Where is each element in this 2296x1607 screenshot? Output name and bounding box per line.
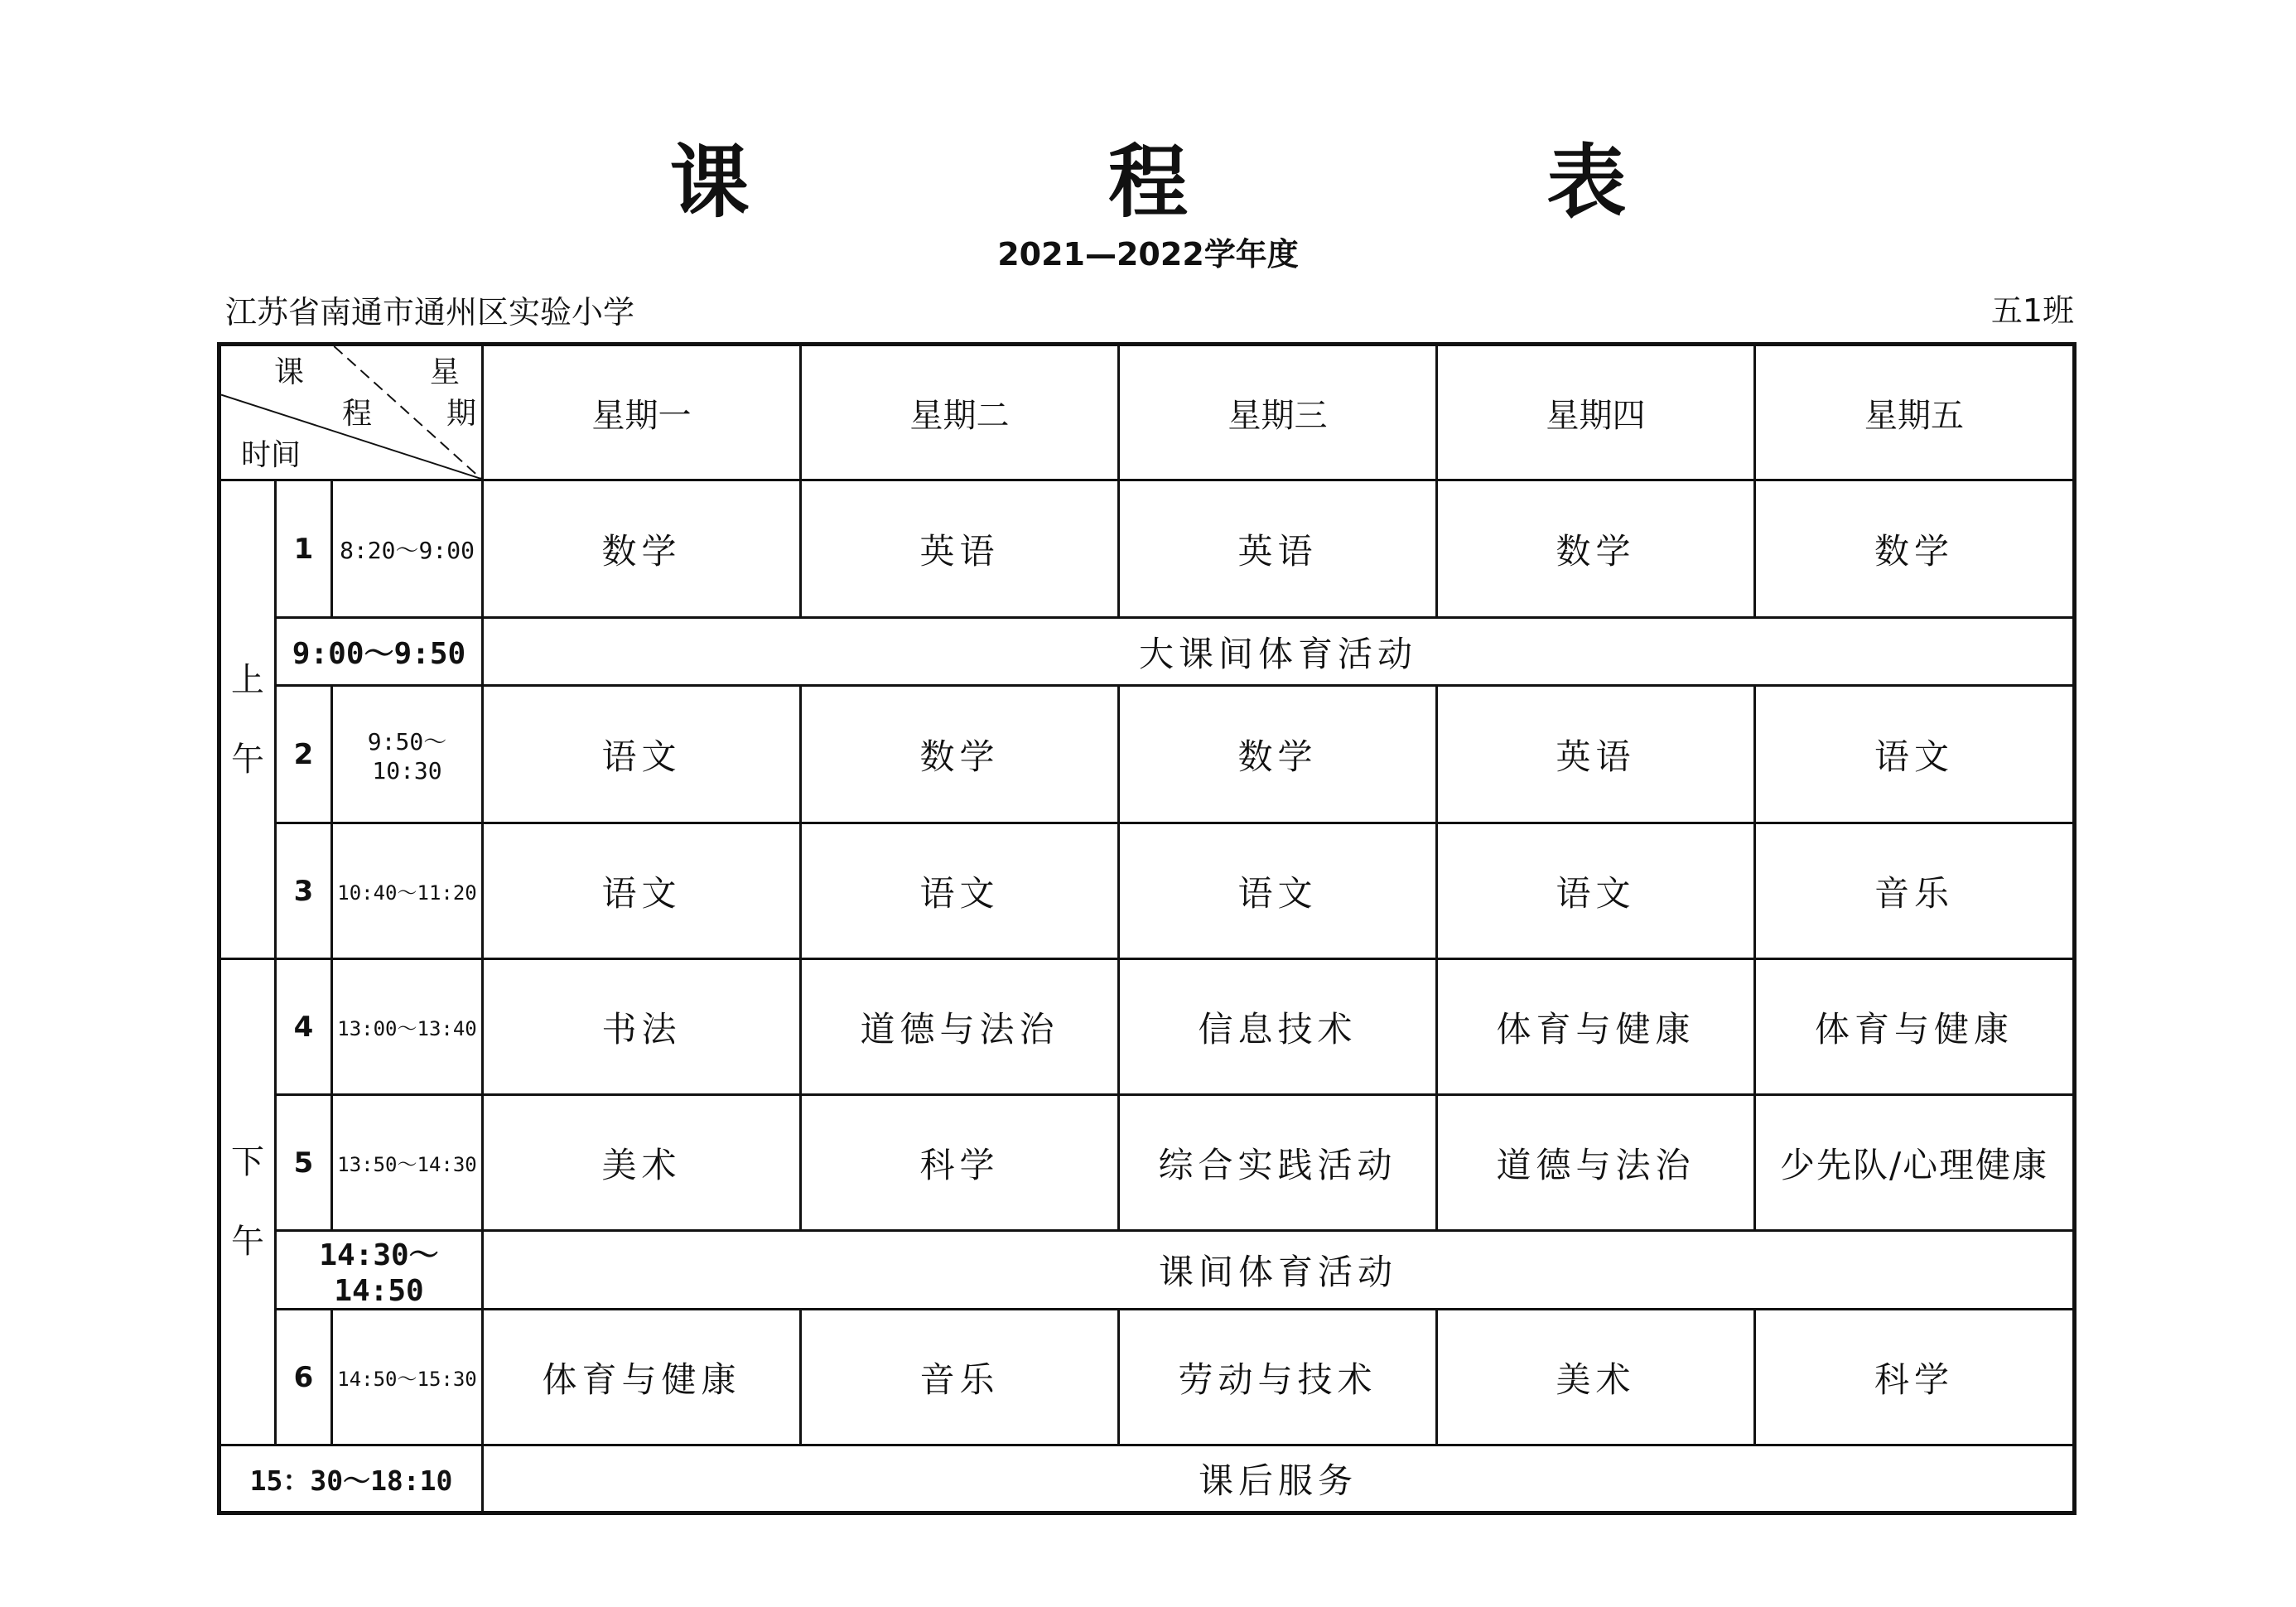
period-row-6 <box>219 1310 2075 1445</box>
band-time: 14:30～14:50 <box>276 1231 483 1310</box>
subject-cell: 体育与健康 <box>1437 959 1755 1095</box>
break-row <box>219 1231 2075 1310</box>
subject-cell: 英语 <box>1437 686 1755 823</box>
day-header-wed: 星期三 <box>1119 345 1437 480</box>
subject-cell: 语文 <box>801 823 1119 959</box>
subject-cell: 道德与法治 <box>1437 1095 1755 1231</box>
band-time: 9:00～9:50 <box>276 618 483 686</box>
period-number: 5 <box>276 1095 332 1231</box>
subject-cell: 英语 <box>801 480 1119 618</box>
period-row-3 <box>219 823 2075 959</box>
subject-cell: 书法 <box>483 959 801 1095</box>
subject-cell: 数学 <box>483 480 801 618</box>
academic-year: 2021—2022学年度 <box>997 236 1299 273</box>
corner-qi: 期 <box>446 397 477 431</box>
period-number: 2 <box>276 686 332 823</box>
afternoon-label: 下 午 <box>219 959 276 1445</box>
subject-cell: 科学 <box>1755 1310 2075 1445</box>
subject-cell: 数学 <box>1755 480 2075 618</box>
subject-cell: 语文 <box>483 686 801 823</box>
subject-cell: 信息技术 <box>1119 959 1437 1095</box>
corner-ke: 课 <box>274 355 305 389</box>
class-name: 五1班 <box>1990 292 2074 329</box>
big-break-row <box>219 618 2075 686</box>
band-label: 大课间体育活动 <box>483 618 2075 686</box>
period-number: 1 <box>276 480 332 618</box>
day-header-tue: 星期二 <box>801 345 1119 480</box>
day-header-thu: 星期四 <box>1437 345 1755 480</box>
subject-cell: 劳动与技术 <box>1119 1310 1437 1445</box>
subject-cell: 数学 <box>1437 480 1755 618</box>
schedule-table <box>217 342 2077 1515</box>
subject-cell: 音乐 <box>801 1310 1119 1445</box>
corner-cell <box>219 345 483 480</box>
subject-cell: 语文 <box>1437 823 1755 959</box>
band-label: 课间体育活动 <box>483 1231 2075 1310</box>
period-row-1 <box>219 480 2075 618</box>
morning-label: 上 午 <box>219 480 276 959</box>
subject-cell: 综合实践活动 <box>1119 1095 1437 1231</box>
subject-cell: 美术 <box>483 1095 801 1231</box>
corner-xing: 星 <box>430 355 461 389</box>
day-header-mon: 星期一 <box>483 345 801 480</box>
period-number: 6 <box>276 1310 332 1445</box>
period-number: 3 <box>276 823 332 959</box>
subject-cell: 体育与健康 <box>1755 959 2075 1095</box>
period-time: 10:40～11:20 <box>332 823 483 959</box>
period-time: 13:50～14:30 <box>332 1095 483 1231</box>
period-number: 4 <box>276 959 332 1095</box>
page-title: 课 程 表 <box>669 135 1792 229</box>
school-name: 江苏省南通市通州区实验小学 <box>225 294 635 331</box>
period-time: 9:50～10:30 <box>332 686 483 823</box>
period-row-5 <box>219 1095 2075 1231</box>
day-header-fri: 星期五 <box>1755 345 2075 480</box>
subject-cell: 美术 <box>1437 1310 1755 1445</box>
period-time: 14:50～15:30 <box>332 1310 483 1445</box>
period-time: 8:20～9:00 <box>332 480 483 618</box>
subject-cell: 科学 <box>801 1095 1119 1231</box>
subject-cell: 道德与法治 <box>801 959 1119 1095</box>
subject-cell: 语文 <box>483 823 801 959</box>
subject-cell: 语文 <box>1119 823 1437 959</box>
corner-time-label: 时间 <box>241 438 301 472</box>
subject-cell: 少先队/心理健康 <box>1755 1095 2075 1231</box>
band-label: 课后服务 <box>483 1445 2075 1513</box>
period-row-2 <box>219 686 2075 823</box>
corner-cheng: 程 <box>342 397 373 431</box>
band-time: 15：30～18:10 <box>219 1445 483 1513</box>
subject-cell: 数学 <box>801 686 1119 823</box>
after-school-row <box>219 1445 2075 1513</box>
subject-cell: 语文 <box>1755 686 2075 823</box>
period-row-4 <box>219 959 2075 1095</box>
period-time: 13:00～13:40 <box>332 959 483 1095</box>
header-row <box>219 345 2075 480</box>
subject-cell: 英语 <box>1119 480 1437 618</box>
subject-cell: 数学 <box>1119 686 1437 823</box>
subject-cell: 音乐 <box>1755 823 2075 959</box>
subject-cell: 体育与健康 <box>483 1310 801 1445</box>
